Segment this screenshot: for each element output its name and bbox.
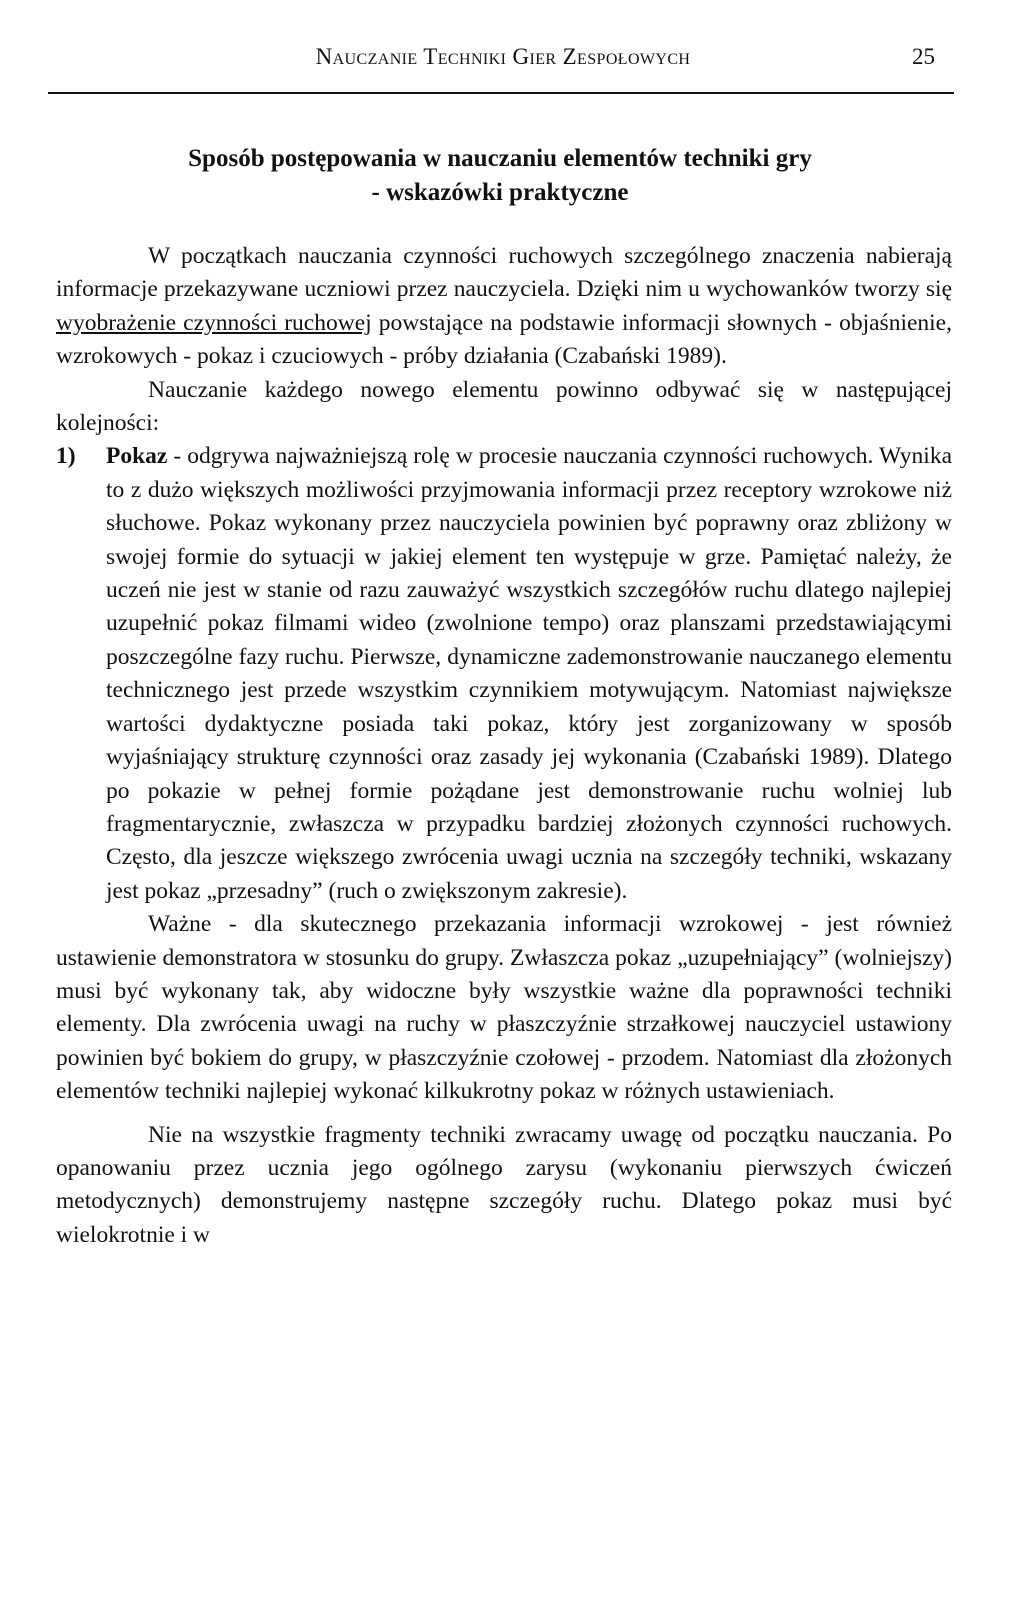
paragraph-3: Ważne - dla skutecznego przekazania informacji wzrokowej - jest również ustawienie demonstratora w stosunku do grupy. Zwłaszcza pokaz „uzupełniający” (wolniejszy) musi być wykonany tak, aby widoczne były wszystkie ważne dla poprawności techniki elementy. Dla zwrócenia uwagi na ruchy w płaszczyźnie strzałkowej nauczyciel ustawiony powinien być bokiem do grupy, w płaszczyźnie czołowej - przodem. Natomiast dla złożonych elementów techniki najlepiej wykonać kilkukrotny pokaz w różnych ustawieniach. xyxy=(56,911,952,1105)
list-item-text: - odgrywa najważniejszą rolę w procesie nauczania czynności ruchowych. Wynika to z dużo większych możliwości przyjmowania informacji przez receptory wzrokowe niż słuchowe. Pokaz wykonany przez nauczyciela powinien być poprawny oraz zbliżony w swojej formie do sytuacji w jakiej element ten występuje w grze. Pamiętać należy, że uczeń nie jest w stanie od razu zauważyć wszystkich szczegółów ruchu dlatego najlepiej uzupełnić pokaz filmami wideo (zwolnione tempo) oraz planszami przedstawiającymi poszczególne fazy ruchu. Pierwsze, dynamiczne zademonstrowanie nauczanego elementu technicznego jest przede wszystkim czynnikiem motywującym. Natomiast największe wartości dydaktyczne posiada taki pokaz, który jest zorganizowany w sposób wyjaśniający strukturę czynności oraz zasady jej wykonania (Czabański 1989). Dlatego po pokazie w pełnej formie pożądane jest demonstrowanie ruchu wolniej lub fragmentarycznie, zwłaszcza w przypadku bardziej złożonych czynności ruchowych. Często, dla jeszcze większego zwrócenia uwagi ucznia na szczegóły techniki, wskazany jest pokaz „przesadny” (ruch o zwiększonym zakresie). xyxy=(106,443,952,904)
section-title-line-1: Sposób postępowania w nauczaniu elementów techniki gry xyxy=(188,145,812,172)
running-title: Nauczanie Techniki Gier Zespołowych xyxy=(315,44,691,69)
paragraph-4: Nie na wszystkie fragmenty techniki zwracamy uwagę od początku nauczania. Po opanowaniu przez ucznia jego ogólnego zarysu (wykonaniu pierwszych ćwiczeń metodycznych) demonstrujemy następne szczegóły ruchu. Dlatego pokaz musi być wielokrotnie i w xyxy=(56,1121,952,1248)
paragraph-1 xyxy=(56,240,952,374)
list-item-pokaz xyxy=(56,440,952,908)
paragraph-1-start: W początkach nauczania czynności ruchowych szczególnego znaczenia nabierają informacje przekazywane uczniowi przez nauczyciela. Dzięki nim u wychowanków tworzy się xyxy=(56,243,952,303)
paragraph-1-end: powstające na podstawie informacji słownych - objaśnienie, wzrokowych - pokaz i czuciowych - próby działania (Czabański 1989). xyxy=(56,309,952,370)
list-item-lead: Pokaz xyxy=(106,443,168,470)
header-rule xyxy=(48,92,954,94)
running-header xyxy=(56,44,950,70)
page-number: 25 xyxy=(912,44,935,69)
list-item-number: 1) xyxy=(56,443,76,470)
underlined-phrase: wyobrażenie czynności ruchowej xyxy=(56,309,372,336)
section-title-line-2: - wskazówki praktyczne xyxy=(371,179,629,206)
paragraph-2: Nauczanie każdego nowego elementu powinno odbywać się w następującej kolejności: xyxy=(56,376,952,437)
body-text xyxy=(56,240,952,1252)
